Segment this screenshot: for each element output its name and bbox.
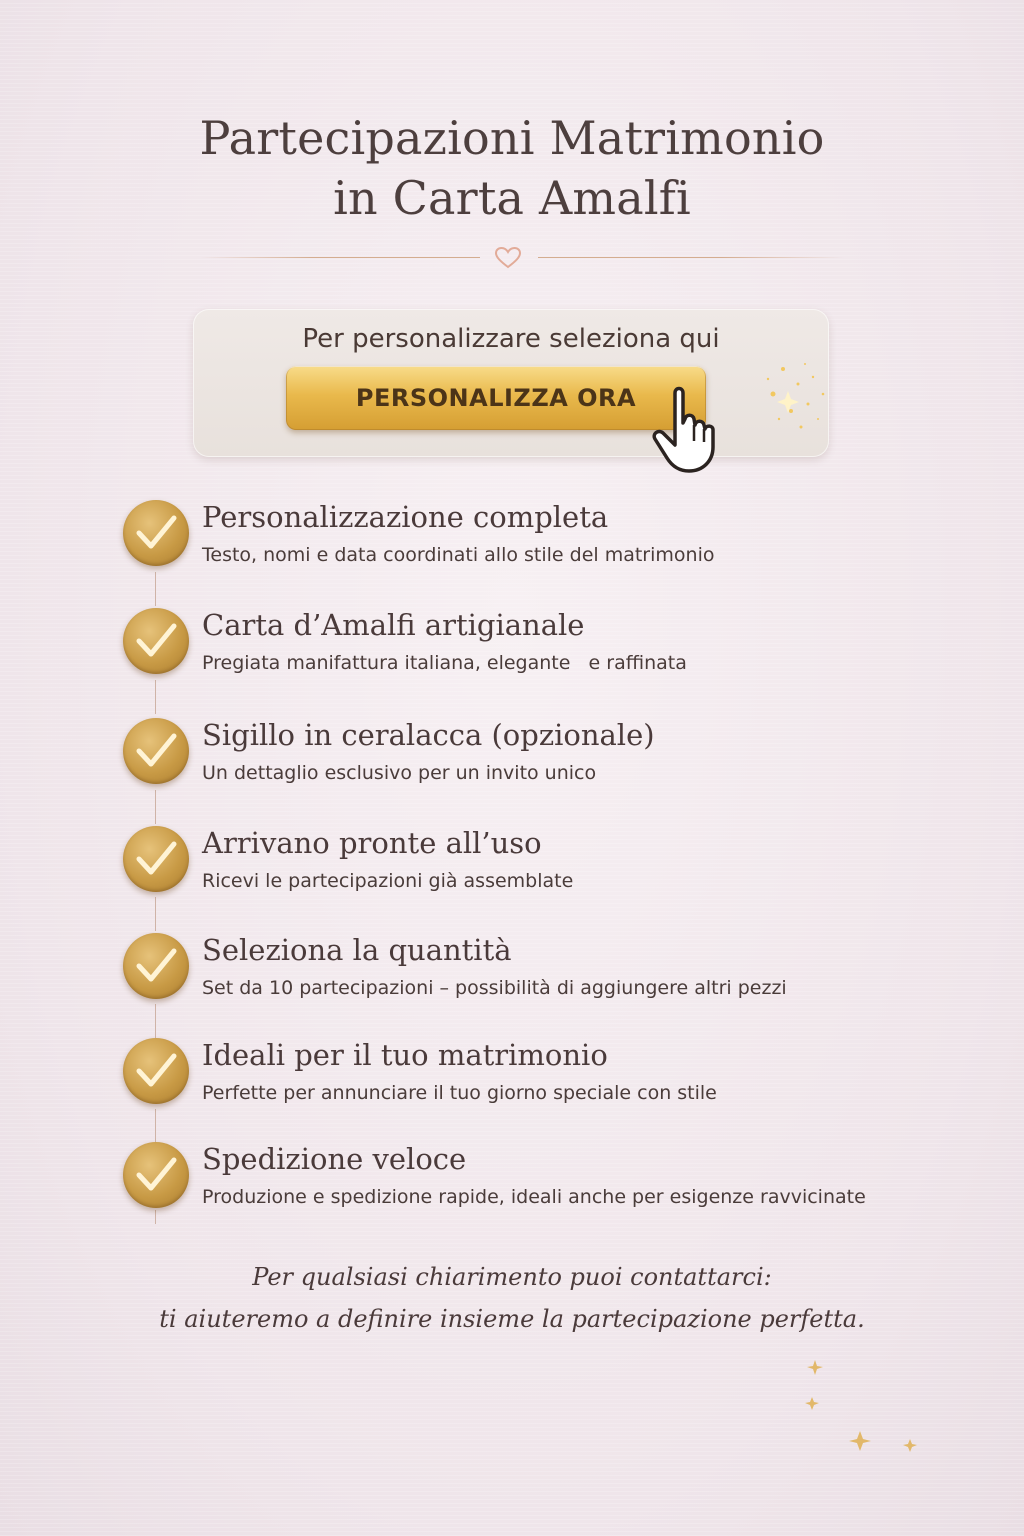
- feature-title: Spedizione veloce: [202, 1142, 467, 1176]
- feature-description: Testo, nomi e data coordinati allo stile del matrimonio: [202, 544, 715, 566]
- check-icon: [123, 1038, 189, 1104]
- feature-title: Sigillo in ceralacca (opzionale): [202, 718, 655, 752]
- feature-title: Personalizzazione completa: [202, 500, 609, 534]
- feature-item: [120, 500, 920, 600]
- check-icon: [123, 826, 189, 892]
- feature-item: [120, 933, 920, 1033]
- feature-item: [120, 1142, 920, 1242]
- check-icon: [123, 933, 189, 999]
- closing-line-1: Per qualsiasi chiarimento puoi contattarci:: [252, 1263, 772, 1291]
- feature-description: Perfette per annunciare il tuo giorno speciale con stile: [202, 1082, 717, 1104]
- check-icon: [123, 718, 189, 784]
- feature-description: Set da 10 partecipazioni – possibilità di aggiungere altri pezzi: [202, 977, 787, 999]
- feature-title: Carta d’Amalfi artigianale: [202, 608, 585, 642]
- closing-note: [0, 1256, 1024, 1340]
- check-icon: [123, 1142, 189, 1208]
- feature-item: [120, 826, 920, 926]
- feature-item: [120, 718, 920, 818]
- feature-item: [120, 1038, 920, 1138]
- feature-title: Arrivano pronte all’uso: [202, 826, 542, 860]
- feature-title: Seleziona la quantità: [202, 933, 512, 967]
- check-icon: [123, 500, 189, 566]
- feature-description: Produzione e spedizione rapide, ideali anche per esigenze ravvicinate: [202, 1186, 866, 1208]
- customize-prompt: Per personalizzare seleziona qui: [302, 324, 720, 354]
- feature-description: Pregiata manifattura italiana, elegante e raffinata: [202, 652, 687, 674]
- title-line-1: Partecipazioni Matrimonio: [199, 111, 825, 165]
- closing-line-2: ti aiuteremo a definire insieme la partecipazione perfetta.: [159, 1305, 865, 1333]
- feature-item: [120, 608, 920, 708]
- star-icon: [800, 1355, 930, 1465]
- feature-title: Ideali per il tuo matrimonio: [202, 1038, 608, 1072]
- title-line-2: in Carta Amalfi: [333, 171, 691, 225]
- customize-now-button[interactable]: PERSONALIZZA ORA: [286, 366, 706, 430]
- check-icon: [123, 608, 189, 674]
- feature-description: Ricevi le partecipazioni già assemblate: [202, 870, 574, 892]
- feature-description: Un dettaglio esclusivo per un invito unico: [202, 762, 597, 784]
